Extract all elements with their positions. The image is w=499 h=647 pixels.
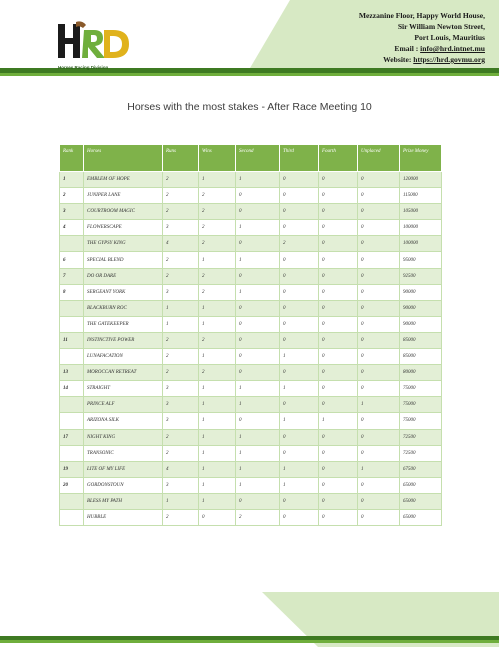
cell-second: 0 — [236, 236, 280, 252]
cell-wins: 2 — [199, 284, 236, 300]
cell-fourth: 0 — [319, 365, 358, 381]
cell-wins: 0 — [199, 509, 236, 525]
cell-rank: 20 — [60, 477, 84, 493]
cell-horses: GORDONSTOUN — [84, 477, 163, 493]
cell-wins: 1 — [199, 429, 236, 445]
cell-horses: THE GATEKEEPER — [84, 316, 163, 332]
cell-runs: 3 — [163, 220, 199, 236]
column-header-fourth: Fourth — [319, 145, 358, 172]
cell-runs: 2 — [163, 172, 199, 188]
cell-prize-money: 120000 — [400, 172, 442, 188]
cell-prize-money: 65000 — [400, 509, 442, 525]
cell-horses: ARIZONA SILK — [84, 413, 163, 429]
cell-third: 0 — [280, 268, 319, 284]
cell-fourth: 0 — [319, 397, 358, 413]
cell-third: 0 — [280, 316, 319, 332]
cell-prize-money: 90000 — [400, 300, 442, 316]
table-row — [60, 477, 442, 493]
cell-second: 1 — [236, 477, 280, 493]
table-row — [60, 493, 442, 509]
cell-horses: MOROCCAN RETREAT — [84, 365, 163, 381]
cell-runs: 2 — [163, 365, 199, 381]
cell-fourth: 0 — [319, 445, 358, 461]
website-link[interactable]: https://hrd.govmu.org — [413, 55, 485, 64]
page-title: Horses with the most stakes - After Race Meeting 10 — [127, 101, 372, 113]
website-label: Website: — [383, 55, 414, 64]
cell-rank: 1 — [60, 172, 84, 188]
cell-unplaced: 0 — [358, 252, 400, 268]
cell-third: 0 — [280, 220, 319, 236]
column-header-rank: Rank — [60, 145, 84, 172]
cell-rank: 6 — [60, 252, 84, 268]
cell-wins: 2 — [199, 365, 236, 381]
cell-fourth: 0 — [319, 252, 358, 268]
cell-rank: 2 — [60, 188, 84, 204]
cell-third: 1 — [280, 477, 319, 493]
cell-prize-money: 100000 — [400, 236, 442, 252]
cell-third: 0 — [280, 332, 319, 348]
table-row — [60, 397, 442, 413]
table-row — [60, 220, 442, 236]
cell-fourth: 0 — [319, 509, 358, 525]
table-row — [60, 252, 442, 268]
cell-runs: 2 — [163, 349, 199, 365]
cell-second: 1 — [236, 172, 280, 188]
cell-prize-money: 105000 — [400, 204, 442, 220]
cell-third: 0 — [280, 365, 319, 381]
cell-fourth: 0 — [319, 300, 358, 316]
cell-fourth: 0 — [319, 477, 358, 493]
cell-third: 0 — [280, 172, 319, 188]
cell-second: 1 — [236, 397, 280, 413]
column-header-unplaced: Unplaced — [358, 145, 400, 172]
cell-wins: 1 — [199, 316, 236, 332]
table-body — [60, 172, 442, 526]
cell-runs: 3 — [163, 381, 199, 397]
table-row — [60, 188, 442, 204]
cell-rank — [60, 236, 84, 252]
cell-rank: 7 — [60, 268, 84, 284]
address-line: Sir William Newton Street, — [397, 22, 485, 31]
cell-rank — [60, 493, 84, 509]
cell-third: 0 — [280, 509, 319, 525]
cell-horses: INSTINCTIVE POWER — [84, 332, 163, 348]
cell-unplaced: 0 — [358, 316, 400, 332]
cell-wins: 1 — [199, 397, 236, 413]
cell-prize-money: 100000 — [400, 220, 442, 236]
cell-rank: 13 — [60, 365, 84, 381]
cell-horses: COURTROOM MAGIC — [84, 204, 163, 220]
cell-prize-money: 115000 — [400, 188, 442, 204]
cell-third: 0 — [280, 429, 319, 445]
email-link[interactable]: info@hrd.intnet.mu — [420, 44, 485, 53]
cell-rank: 14 — [60, 381, 84, 397]
cell-third: 1 — [280, 349, 319, 365]
cell-second: 1 — [236, 429, 280, 445]
cell-third: 0 — [280, 445, 319, 461]
table-row — [60, 509, 442, 525]
cell-third: 1 — [280, 381, 319, 397]
cell-unplaced: 0 — [358, 509, 400, 525]
table-row — [60, 429, 442, 445]
cell-second: 0 — [236, 316, 280, 332]
cell-fourth: 0 — [319, 461, 358, 477]
cell-horses: SERGEANT YORK — [84, 284, 163, 300]
cell-wins: 1 — [199, 461, 236, 477]
table-row — [60, 349, 442, 365]
cell-third: 0 — [280, 300, 319, 316]
cell-rank: 11 — [60, 332, 84, 348]
column-header-prize-money: Prize Money — [400, 145, 442, 172]
cell-prize-money: 75000 — [400, 397, 442, 413]
cell-wins: 1 — [199, 349, 236, 365]
cell-horses: SPECIAL BLEND — [84, 252, 163, 268]
cell-rank — [60, 300, 84, 316]
cell-wins: 1 — [199, 493, 236, 509]
cell-rank — [60, 509, 84, 525]
cell-unplaced: 0 — [358, 172, 400, 188]
cell-rank: 4 — [60, 220, 84, 236]
address-block — [285, 10, 485, 65]
cell-runs: 1 — [163, 300, 199, 316]
cell-horses: JUNIPER LANE — [84, 188, 163, 204]
logo-caption: Horses Racing Division — [58, 65, 109, 70]
cell-second: 1 — [236, 445, 280, 461]
cell-third: 1 — [280, 413, 319, 429]
cell-runs: 2 — [163, 252, 199, 268]
cell-prize-money: 90000 — [400, 284, 442, 300]
cell-wins: 2 — [199, 236, 236, 252]
table-header-row — [60, 145, 442, 172]
cell-third: 0 — [280, 493, 319, 509]
hrd-logo — [54, 20, 132, 64]
cell-horses: THE GYPSY KING — [84, 236, 163, 252]
address-line: Mezzanine Floor, Happy World House, — [358, 11, 485, 20]
cell-wins: 2 — [199, 204, 236, 220]
address-line: Port Louis, Mauritius — [414, 33, 485, 42]
email-line — [285, 43, 485, 54]
table-row — [60, 268, 442, 284]
cell-second: 0 — [236, 493, 280, 509]
cell-wins: 1 — [199, 381, 236, 397]
cell-runs: 4 — [163, 461, 199, 477]
cell-horses: LITE OF MY LIFE — [84, 461, 163, 477]
cell-unplaced: 0 — [358, 493, 400, 509]
cell-second: 1 — [236, 381, 280, 397]
table-row — [60, 284, 442, 300]
cell-fourth: 0 — [319, 220, 358, 236]
cell-fourth: 0 — [319, 204, 358, 220]
cell-fourth: 0 — [319, 316, 358, 332]
cell-horses: BLESS MY PATH — [84, 493, 163, 509]
cell-horses: EMBLEM OF HOPE — [84, 172, 163, 188]
table-row — [60, 172, 442, 188]
column-header-horses: Horses — [84, 145, 163, 172]
cell-prize-money: 72500 — [400, 429, 442, 445]
cell-third: 2 — [280, 236, 319, 252]
cell-second: 0 — [236, 365, 280, 381]
cell-unplaced: 0 — [358, 445, 400, 461]
cell-second: 0 — [236, 204, 280, 220]
cell-wins: 2 — [199, 268, 236, 284]
cell-runs: 2 — [163, 268, 199, 284]
cell-runs: 1 — [163, 316, 199, 332]
cell-third: 0 — [280, 252, 319, 268]
cell-prize-money: 85000 — [400, 349, 442, 365]
table-row — [60, 381, 442, 397]
cell-unplaced: 0 — [358, 236, 400, 252]
cell-prize-money: 67500 — [400, 461, 442, 477]
cell-second: 1 — [236, 284, 280, 300]
cell-horses: DO OR DARE — [84, 268, 163, 284]
table-row — [60, 332, 442, 348]
cell-horses: HUBBLE — [84, 509, 163, 525]
cell-prize-money: 80000 — [400, 365, 442, 381]
cell-wins: 2 — [199, 332, 236, 348]
cell-runs: 2 — [163, 188, 199, 204]
cell-unplaced: 0 — [358, 429, 400, 445]
cell-second: 1 — [236, 461, 280, 477]
cell-rank: 8 — [60, 284, 84, 300]
cell-unplaced: 0 — [358, 220, 400, 236]
cell-fourth: 0 — [319, 172, 358, 188]
cell-prize-money: 75000 — [400, 381, 442, 397]
cell-third: 0 — [280, 397, 319, 413]
table-row — [60, 413, 442, 429]
cell-prize-money: 90000 — [400, 316, 442, 332]
cell-unplaced: 0 — [358, 349, 400, 365]
cell-prize-money: 75000 — [400, 413, 442, 429]
table-row — [60, 204, 442, 220]
table-row — [60, 316, 442, 332]
cell-second: 2 — [236, 509, 280, 525]
cell-second: 0 — [236, 300, 280, 316]
cell-wins: 1 — [199, 413, 236, 429]
cell-second: 1 — [236, 252, 280, 268]
cell-unplaced: 0 — [358, 381, 400, 397]
cell-fourth: 0 — [319, 493, 358, 509]
cell-runs: 2 — [163, 429, 199, 445]
cell-fourth: 0 — [319, 236, 358, 252]
cell-horses: BLACKBURN ROC — [84, 300, 163, 316]
footer-band — [0, 592, 499, 647]
cell-wins: 1 — [199, 172, 236, 188]
table-row — [60, 461, 442, 477]
cell-fourth: 0 — [319, 429, 358, 445]
cell-prize-money: 65000 — [400, 493, 442, 509]
cell-unplaced: 1 — [358, 397, 400, 413]
cell-runs: 4 — [163, 236, 199, 252]
cell-prize-money: 92500 — [400, 268, 442, 284]
email-label: Email : — [394, 44, 421, 53]
cell-rank: 19 — [60, 461, 84, 477]
cell-wins: 2 — [199, 188, 236, 204]
cell-third: 0 — [280, 204, 319, 220]
cell-runs: 2 — [163, 445, 199, 461]
cell-third: 0 — [280, 284, 319, 300]
cell-runs: 3 — [163, 477, 199, 493]
cell-runs: 3 — [163, 397, 199, 413]
cell-horses: NIGHT KING — [84, 429, 163, 445]
cell-second: 0 — [236, 413, 280, 429]
cell-horses: FLOWERSCAPE — [84, 220, 163, 236]
cell-runs: 2 — [163, 204, 199, 220]
cell-runs: 2 — [163, 332, 199, 348]
cell-prize-money: 85000 — [400, 332, 442, 348]
cell-rank — [60, 413, 84, 429]
cell-unplaced: 0 — [358, 268, 400, 284]
table-row — [60, 365, 442, 381]
cell-wins: 1 — [199, 300, 236, 316]
cell-rank — [60, 316, 84, 332]
cell-rank — [60, 445, 84, 461]
cell-second: 0 — [236, 349, 280, 365]
cell-second: 0 — [236, 332, 280, 348]
website-line — [285, 54, 485, 65]
cell-fourth: 0 — [319, 284, 358, 300]
cell-unplaced: 0 — [358, 413, 400, 429]
cell-fourth: 0 — [319, 332, 358, 348]
cell-prize-money: 65000 — [400, 477, 442, 493]
cell-rank — [60, 349, 84, 365]
cell-rank — [60, 397, 84, 413]
cell-second: 0 — [236, 188, 280, 204]
table-row — [60, 445, 442, 461]
cell-runs: 1 — [163, 493, 199, 509]
cell-horses: PRINCE ALF — [84, 397, 163, 413]
cell-third: 1 — [280, 461, 319, 477]
table-row — [60, 236, 442, 252]
table-row — [60, 300, 442, 316]
cell-unplaced: 0 — [358, 300, 400, 316]
cell-unplaced: 0 — [358, 284, 400, 300]
cell-wins: 2 — [199, 220, 236, 236]
column-header-wins: Wins — [199, 145, 236, 172]
column-header-runs: Runs — [163, 145, 199, 172]
cell-fourth: 0 — [319, 381, 358, 397]
cell-horses: TRANSONIC — [84, 445, 163, 461]
cell-rank: 17 — [60, 429, 84, 445]
cell-fourth: 0 — [319, 349, 358, 365]
cell-unplaced: 1 — [358, 461, 400, 477]
cell-fourth: 0 — [319, 188, 358, 204]
cell-unplaced: 0 — [358, 365, 400, 381]
cell-prize-money: 72500 — [400, 445, 442, 461]
cell-runs: 3 — [163, 413, 199, 429]
cell-horses: LUNAFACATION — [84, 349, 163, 365]
cell-fourth: 1 — [319, 413, 358, 429]
cell-rank: 3 — [60, 204, 84, 220]
cell-runs: 2 — [163, 509, 199, 525]
cell-unplaced: 0 — [358, 332, 400, 348]
cell-unplaced: 0 — [358, 204, 400, 220]
cell-fourth: 0 — [319, 268, 358, 284]
cell-unplaced: 0 — [358, 188, 400, 204]
cell-unplaced: 0 — [358, 477, 400, 493]
cell-wins: 1 — [199, 252, 236, 268]
column-header-third: Third — [280, 145, 319, 172]
cell-runs: 3 — [163, 284, 199, 300]
cell-wins: 1 — [199, 477, 236, 493]
cell-second: 1 — [236, 220, 280, 236]
cell-third: 0 — [280, 188, 319, 204]
stakes-table — [59, 144, 442, 526]
cell-horses: STRAIGHT — [84, 381, 163, 397]
column-header-second: Second — [236, 145, 280, 172]
cell-second: 0 — [236, 268, 280, 284]
cell-wins: 1 — [199, 445, 236, 461]
cell-prize-money: 95000 — [400, 252, 442, 268]
